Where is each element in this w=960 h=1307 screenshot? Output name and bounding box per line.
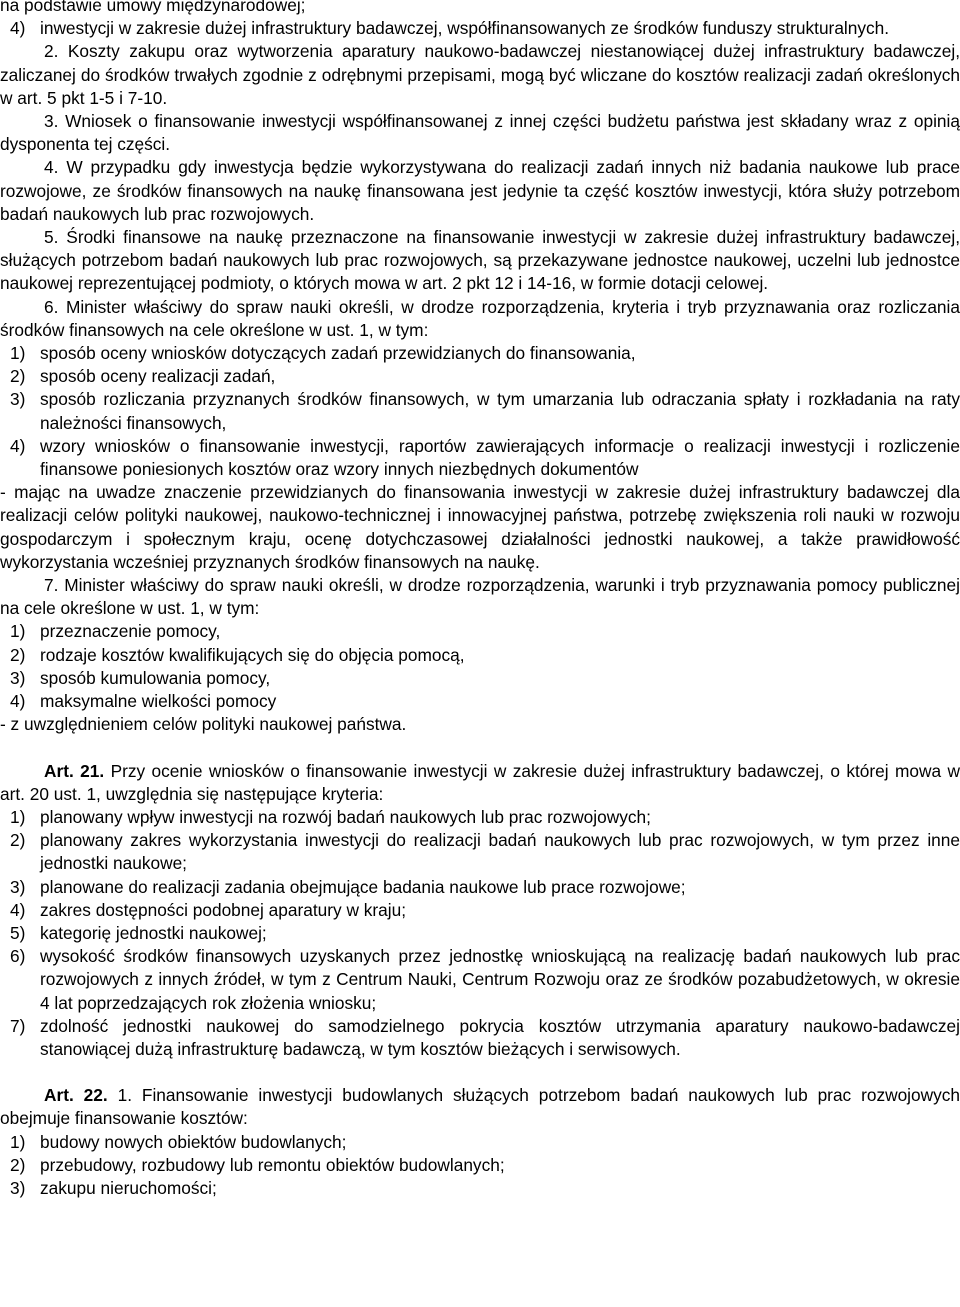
article-text: Przy ocenie wniosków o finansowanie inwestycji w zakresie dużej infrastruktury badawczej, o której mowa w art. 20 ust. 1, uwzględnia się następujące kryteria: (0, 760, 960, 804)
paragraph-7: 7. Minister właściwy do spraw nauki określi, w drodze rozporządzenia, warunki i tryb przyznawania pomocy publicznej na cele określone w ust. 1, w tym: (0, 575, 960, 619)
list-item (0, 365, 960, 388)
list-text: sposób oceny wniosków dotyczących zadań przewidzianych do finansowania, (40, 343, 636, 364)
list-text: budowy nowych obiektów budowlanych; (40, 1131, 347, 1152)
list-item (0, 899, 960, 922)
list-text: rodzaje kosztów kwalifikujących się do objęcia pomocą, (40, 644, 465, 665)
list-item (0, 690, 960, 713)
list-number: 2) (10, 644, 26, 665)
list-text: sposób kumulowania pomocy, (40, 667, 271, 688)
list-number: 1) (10, 1131, 26, 1152)
list-number: 1) (10, 621, 26, 642)
list-number: 1) (10, 806, 26, 827)
list-number: 2) (10, 1154, 26, 1175)
paragraph-4: 4. W przypadku gdy inwestycja będzie wykorzystywana do realizacji zadań innych niż badania naukowe lub prace rozwojowe, ze środków finansowych na naukę finansowana jest jedynie ta część kosztów inwestycji, która służy potrzebom badań naukowych lub prac rozwojowych. (0, 157, 960, 224)
list-number: 7) (10, 1015, 26, 1036)
spacer (0, 1061, 960, 1084)
list-text: maksymalne wielkości pomocy (40, 691, 277, 712)
list-item (0, 388, 960, 434)
article-label: Art. 22. (44, 1085, 108, 1106)
article-21-intro (0, 760, 960, 806)
list-number: 1) (10, 343, 26, 364)
text-line: na podstawie umowy międzynarodowej; (0, 0, 306, 15)
list-number: 4) (10, 691, 26, 712)
list-text: zakres dostępności podobnej aparatury w kraju; (40, 899, 406, 920)
list-number: 4) (10, 435, 26, 456)
list-text: wysokość środków finansowych uzyskanych przez jednostkę wnioskującą na realizację badań naukowych lub prac rozwojowych z innych źródeł, w tym z Centrum Nauki, Centrum Rozwoju oraz ze środków pozabudżetowych, w okresie 4 lat poprzedzających rok złożenia wniosku; (40, 946, 960, 1013)
paragraph-6-tail: - mając na uwadze znaczenie przewidzianych do finansowania inwestycji w zakresie dużej infrastruktury badawczej dla realizacji celów polityki naukowej, naukowo-technicznej i innowacyjnej państwa, potrzebę zwiększenia roli nauki w rozwoju gospodarczym i społecznym kraju, ocenę dotychczasowej działalności jednostki naukowej, a także prawidłowość wykorzystania wcześniej przyznanych środków finansowych na naukę. (0, 482, 960, 572)
paragraph-2: 2. Koszty zakupu oraz wytworzenia aparatury naukowo-badawczej niestanowiącej dużej infrastruktury badawczej, zaliczanej do środków trwałych zgodnie z odrębnymi przepisami, mogą być wliczane do kosztów realizacji zadań określonych w art. 5 pkt 1-5 i 7-10. (0, 41, 960, 108)
list-text: przebudowy, rozbudowy lub remontu obiektów budowlanych; (40, 1154, 505, 1175)
list-number: 6) (10, 946, 26, 967)
list-number: 3) (10, 876, 26, 897)
list-item (0, 435, 960, 481)
paragraph-3: 3. Wniosek o finansowanie inwestycji współfinansowanej z innej części budżetu państwa jest składany wraz z opinią dysponenta tej części. (0, 111, 960, 155)
list-number: 3) (10, 389, 26, 410)
list-item (0, 342, 960, 365)
list-item (0, 644, 960, 667)
list-item (0, 667, 960, 690)
paragraph-7-tail: - z uwzględnieniem celów polityki naukowej państwa. (0, 714, 407, 735)
article-22-intro (0, 1084, 960, 1130)
list-item (0, 1154, 960, 1177)
list-item (0, 876, 960, 899)
list-item (0, 922, 960, 945)
article-text: 1. Finansowanie inwestycji budowlanych służących potrzebom badań naukowych lub prac rozwojowych obejmuje finansowanie kosztów: (0, 1085, 960, 1129)
list-item (0, 17, 960, 40)
list-text: sposób rozliczania przyznanych środków finansowych, w tym umarzania lub odraczania spłaty i rozkładania na raty należności finansowych, (40, 389, 960, 433)
list-text: planowane do realizacji zadania obejmujące badania naukowe lub prace rozwojowe; (40, 876, 686, 897)
list-number: 5) (10, 922, 26, 943)
paragraph-5: 5. Środki finansowe na naukę przeznaczone na finansowanie inwestycji w zakresie dużej infrastruktury badawczej, służących potrzebom badań naukowych lub prac rozwojowych, są przekazywane jednostce naukowej, uczelni lub jednostce naukowej reprezentującej podmioty, o których mowa w art. 2 pkt 12 i 14-16, w formie dotacji celowej. (0, 227, 960, 294)
list-number: 2) (10, 830, 26, 851)
list-number: 4) (10, 899, 26, 920)
list-text: planowany zakres wykorzystania inwestycji do realizacji badań naukowych lub prac rozwojowych, w tym przez inne jednostki naukowe; (40, 830, 960, 874)
list-item (0, 1015, 960, 1061)
list-item (0, 945, 960, 1015)
list-number: 3) (10, 1177, 26, 1198)
list-text: kategorię jednostki naukowej; (40, 922, 267, 943)
list-number: 2) (10, 366, 26, 387)
list-text: planowany wpływ inwestycji na rozwój badań naukowych lub prac rozwojowych; (40, 806, 651, 827)
list-number: 3) (10, 667, 26, 688)
list-item (0, 1131, 960, 1154)
list-text: zakupu nieruchomości; (40, 1177, 217, 1198)
list-text: inwestycji w zakresie dużej infrastruktury badawczej, współfinansowanych ze środków funduszy strukturalnych. (40, 18, 890, 39)
article-label: Art. 21. (44, 760, 105, 781)
list-number: 4) (10, 18, 26, 39)
list-text: wzory wniosków o finansowanie inwestycji, raportów zawierających informacje o realizacji inwestycji i rozliczenie finansowe poniesionych kosztów oraz wzory innych niezbędnych dokumentów (40, 435, 960, 480)
list-item (0, 620, 960, 643)
paragraph-6: 6. Minister właściwy do spraw nauki określi, w drodze rozporządzenia, kryteria i tryb przyznawania oraz rozliczania środków finansowych na cele określone w ust. 1, w tym: (0, 296, 960, 340)
list-item (0, 806, 960, 829)
list-item (0, 1177, 960, 1200)
spacer (0, 737, 960, 760)
list-text: przeznaczenie pomocy, (40, 621, 221, 642)
list-text: sposób oceny realizacji zadań, (40, 366, 276, 387)
list-text: zdolność jednostki naukowej do samodzielnego pokrycia kosztów utrzymania aparatury naukowo-badawczej stanowiącej dużą infrastrukturę badawczą, w tym kosztów bieżących i serwisowych. (40, 1015, 960, 1059)
list-item (0, 829, 960, 875)
